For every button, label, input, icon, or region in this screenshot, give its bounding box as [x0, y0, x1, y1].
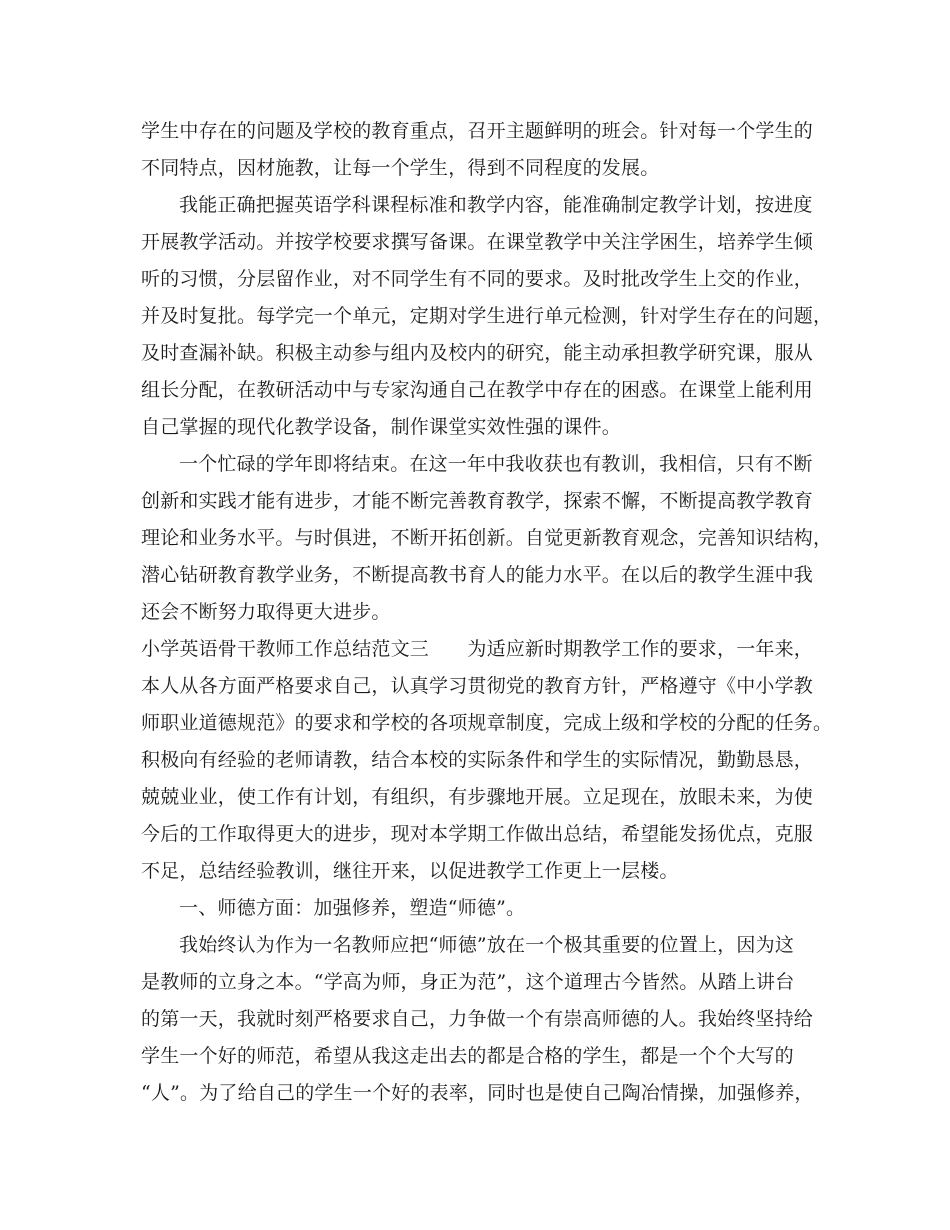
text-line: 不同特点，因材施教，让每一个学生，得到不同程度的发展。: [141, 157, 660, 179]
text-line: 潜心钻研教育教学业务，不断提高教书育人的能力水平。在以后的教学生涯中我: [141, 564, 814, 586]
text-line: 创新和实践才能有进步，才能不断完善教育教学，探索不懈，不断提高教学教育: [141, 490, 814, 512]
text-line: 兢兢业业，使工作有计划，有组织，有步骤地开展。立足现在，放眼未来，为使: [141, 786, 814, 808]
text-line: 及时查漏补缺。积极主动参与组内及校内的研究，能主动承担教学研究课，服从: [141, 342, 814, 364]
paragraph-start-line: 一个忙碌的学年即将结束。在这一年中我收获也有教训，我相信，只有不断: [179, 453, 813, 475]
text-line: “人”。为了给自己的学生一个好的表率，同时也是使自己陶冶情操，加强修养，: [141, 1082, 814, 1104]
text-line: 并及时复批。每学完一个单元，定期对学生进行单元检测，针对学生存在的问题，: [141, 305, 833, 327]
text-line: 组长分配，在教研活动中与专家沟通自己在教学中存在的困惑。在课堂上能利用: [141, 379, 814, 401]
text-line: 是教师的立身之本。“学高为师，身正为范”，这个道理古今皆然。从踏上讲台: [141, 971, 795, 993]
text-line: 本人从各方面严格要求自己，认真学习贯彻党的教育方针，严格遵守《中小学教: [141, 675, 814, 697]
paragraph-start-line: 我始终认为作为一名教师应把“师德”放在一个极其重要的位置上，因为这: [179, 934, 795, 956]
section-title-line: 小学英语骨干教师工作总结范文三 为适应新时期教学工作的要求，一年来，: [141, 638, 814, 660]
text-line: 学生中存在的问题及学校的教育重点，召开主题鲜明的班会。针对每一个学生的: [141, 120, 814, 142]
text-line: 今后的工作取得更大的进步，现对本学期工作做出总结，希望能发扬优点，克服: [141, 823, 814, 845]
text-line: 积极向有经验的老师请教，结合本校的实际条件和学生的实际情况，勤勤恳恳，: [141, 749, 814, 771]
text-line: 还会不断努力取得更大进步。: [141, 601, 391, 623]
paragraph-start-line: 我能正确把握英语学科课程标准和教学内容，能准确制定教学计划，按进度: [179, 194, 813, 216]
text-line: 自己掌握的现代化教学设备，制作课堂实效性强的课件。: [141, 416, 622, 438]
text-line: 开展教学活动。并按学校要求撰写备课。在课堂教学中关注学困生，培养学生倾: [141, 231, 814, 253]
text-line: 不足，总结经验教训，继往开来，以促进教学工作更上一层楼。: [141, 860, 679, 882]
text-line: 学生一个好的师范，希望从我这走出去的都是合格的学生，都是一个个大写的: [141, 1045, 794, 1067]
text-line: 听的习惯，分层留作业，对不同学生有不同的要求。及时批改学生上交的作业，: [141, 268, 814, 290]
text-line: 师职业道德规范》的要求和学校的各项规章制度，完成上级和学校的分配的任务。: [141, 712, 833, 734]
text-line: 理论和业务水平。与时俱进，不断开拓创新。自觉更新教育观念，完善知识结构，: [141, 527, 833, 549]
text-line: 的第一天，我就时刻严格要求自己，力争做一个有崇高师德的人。我始终坚持给: [141, 1008, 814, 1030]
subheading-line: 一、师德方面：加强修养，塑造“师德”。: [179, 897, 526, 919]
